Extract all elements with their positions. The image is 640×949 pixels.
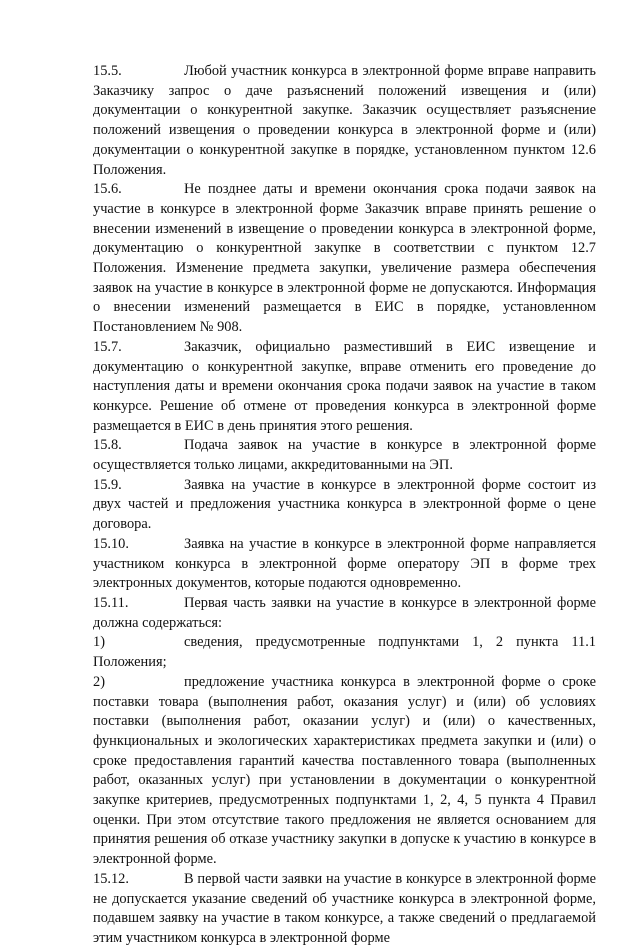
- paragraph-15-12: [93, 870, 596, 949]
- list-item-text: предложение участника конкурса в электронной форме о сроке поставки товара (выполнения работ, оказания услуг) и (или) об условиях поставки (выполнения работ, оказании услуг) и (или) о качественных, функциональных и экологических характеристиках предмета закупки и (или) о сроке предоставления гарантий качества поставленного товара (выполненных работ, оказанных услуг) при установлении в документации о конкурентной закупке критериев, предусмотренных подпунктами 1, 2, 4, 5 пункта 4 Правил оценки. При этом отсутствие такого предложения не является основанием для принятия решения об отказе участнику закупки в допуске к участию в конкурсе в электронной форме.: [93, 673, 596, 868]
- document-page: [93, 62, 596, 949]
- paragraph-15-9: [93, 476, 596, 535]
- paragraph-text: В первой части заявки на участие в конкурсе в электронной форме не допускается указание сведений об участнике конкурса в электронной форме, подавшем заявку на участие в таком конкурсе, а также сведений о предлагаемой этим участником конкурса в электронной форме: [93, 870, 596, 946]
- list-item-text: сведения, предусмотренные подпунктами 1, 2 пункта 11.1 Положения;: [93, 634, 596, 671]
- paragraph-number: 15.5.: [93, 63, 122, 79]
- list-item-1: [93, 633, 596, 672]
- paragraph-text: Не позднее даты и времени окончания срока подачи заявок на участие в конкурсе в электронной форме Заказчик вправе принять решение о внесении изменений в извещение о проведении конкурса в электронной форме, документацию о конкурентной закупке в соответствии с пунктом 12.7 Положения. Изменение предмета закупки, увеличение размера обеспечения заявок на участие в конкурсе в электронной форме не допускаются. Информация о внесении изменений размещается в ЕИС в порядке, установленном Постановлением № 908.: [93, 181, 596, 336]
- paragraph-text: Любой участник конкурса в электронной форме вправе направить Заказчику запрос о даче разъяснений положений извещения и (или) документации о конкурентной закупке. Заказчик осуществляет разъяснение положений извещения о проведении конкурса в электронной форме и (или) документации о конкурентной закупке в порядке, установленном пунктом 12.6 Положения.: [93, 63, 596, 178]
- paragraph-text: Первая часть заявки на участие в конкурсе в электронной форме должна содержаться:: [93, 594, 596, 631]
- paragraph-number: 15.11.: [93, 594, 129, 611]
- paragraph-number: 15.6.: [93, 181, 122, 198]
- paragraph-15-11: [93, 594, 596, 633]
- paragraph-number: 15.12.: [93, 870, 129, 887]
- paragraph-15-10: [93, 535, 596, 594]
- paragraph-number: 15.8.: [93, 437, 122, 454]
- paragraph-text: Заявка на участие в конкурсе в электронной форме направляется участником конкурса в электронной форме оператору ЭП в форме трех электронных документов, которые подаются одновременно.: [93, 535, 596, 592]
- paragraph-number: 15.10.: [93, 535, 129, 552]
- paragraph-15-8: [93, 436, 596, 475]
- list-item-2: [93, 673, 596, 870]
- paragraph-text: Заказчик, официально разместивший в ЕИС извещение и документацию о конкурентной закупке, вправе отменить его проведение до наступления даты и времени окончания срока подачи заявок на участие в таком конкурсе. Решение об отмене от проведения конкурса в электронной форме размещается в ЕИС в день принятия этого решения.: [93, 338, 596, 434]
- paragraph-15-5: [93, 62, 596, 180]
- paragraph-15-6: [93, 180, 596, 338]
- paragraph-number: 15.7.: [93, 338, 122, 355]
- paragraph-15-7: [93, 338, 596, 437]
- list-item-number: 2): [93, 673, 105, 690]
- list-item-number: 1): [93, 634, 105, 651]
- paragraph-text: Подача заявок на участие в конкурсе в электронной форме осуществляется только лицами, аккредитованными на ЭП.: [93, 437, 596, 474]
- paragraph-number: 15.9.: [93, 476, 122, 493]
- paragraph-text: Заявка на участие в конкурсе в электронной форме состоит из двух частей и предложения участника конкурса в электронной форме о цене договора.: [93, 476, 596, 533]
